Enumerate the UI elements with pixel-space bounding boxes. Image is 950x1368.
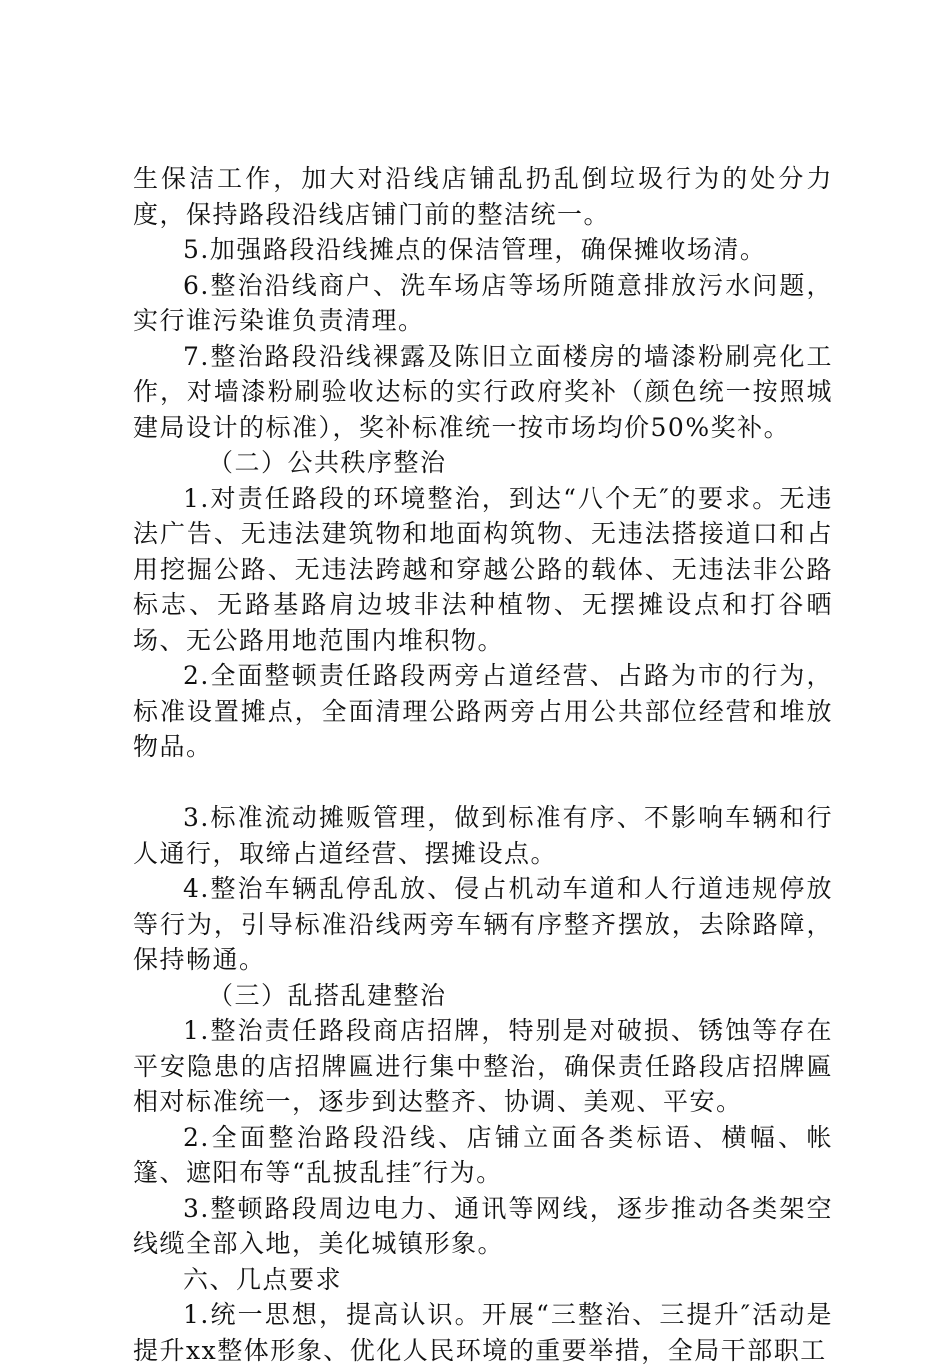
section-heading-requirements: 六、几点要求 — [183, 1264, 343, 1294]
paragraph-item-5: 5.加强路段沿线摊点的保洁管理，确保摊收场清。 — [183, 235, 767, 264]
paragraph-public-order-3: 3.标准流动摊贩管理，做到标准有序、不影响车辆和行人通行，取缔占道经营、摆摊设点。 — [133, 803, 833, 868]
paragraph-public-order-2: 2.全面整顿责任路段两旁占道经营、占路为市的行为，标准设置摊点，全面清理公路两旁占用公共部位经营和堆放物品。 — [133, 661, 833, 761]
paragraph-construction-3: 3.整顿路段周边电力、通讯等网线，逐步推动各类架空线缆全部入地，美化城镇形象。 — [133, 1193, 833, 1258]
blank-line — [133, 765, 833, 801]
paragraph-public-order-1: 1.对责任路段的环境整治，到达“八个无″的要求。无违法广告、无违法建筑物和地面构筑物、无违法搭接道口和占用挖掘公路、无违法跨越和穿越公路的载体、无违法非公路标志、无路基路肩边坡非法种植物、无摆摊设点和打谷晒场、无公路用地范围内堆积物。 — [133, 483, 833, 655]
paragraph-construction-1: 1.整治责任路段商店招牌，特别是对破损、锈蚀等存在平安隐患的店招牌匾进行集中整治，确保责任路段店招牌匾相对标准统一，逐步到达整齐、协调、美观、平安。 — [133, 1016, 833, 1116]
section-heading-public-order: （二）公共秩序整治 — [208, 448, 447, 477]
paragraph-requirements-1: 1.统一思想，提高认识。开展“三整治、三提升″活动是提升xx整体形象、优化人民环境的重要举措，全局干部职工 — [133, 1300, 833, 1365]
paragraph-construction-2: 2.全面整治路段沿线、店铺立面各类标语、横幅、帐篷、遮阳布等“乱披乱挂″行为。 — [133, 1122, 833, 1187]
paragraph-public-order-4: 4.整治车辆乱停乱放、侵占机动车道和人行道违规停放等行为，引导标准沿线两旁车辆有序整齐摆放，去除路障，保持畅通。 — [133, 874, 833, 974]
paragraph-item-6: 6.整治沿线商户、洗车场店等场所随意排放污水问题，实行谁污染谁负责清理。 — [133, 270, 833, 335]
section-heading-illegal-construction: （三）乱搭乱建整治 — [208, 980, 447, 1010]
paragraph-item-7: 7.整治路段沿线裸露及陈旧立面楼房的墙漆粉刷亮化工作，对墙漆粉刷验收达标的实行政府奖补（颜色统一按照城建局设计的标准），奖补标准统一按市场均价50%奖补。 — [133, 341, 833, 442]
paragraph-continuation: 生保洁工作，加大对沿线店铺乱扔乱倒垃圾行为的处分力度，保持路段沿线店铺门前的整洁统一。 — [133, 164, 833, 229]
document-body — [133, 161, 833, 1368]
